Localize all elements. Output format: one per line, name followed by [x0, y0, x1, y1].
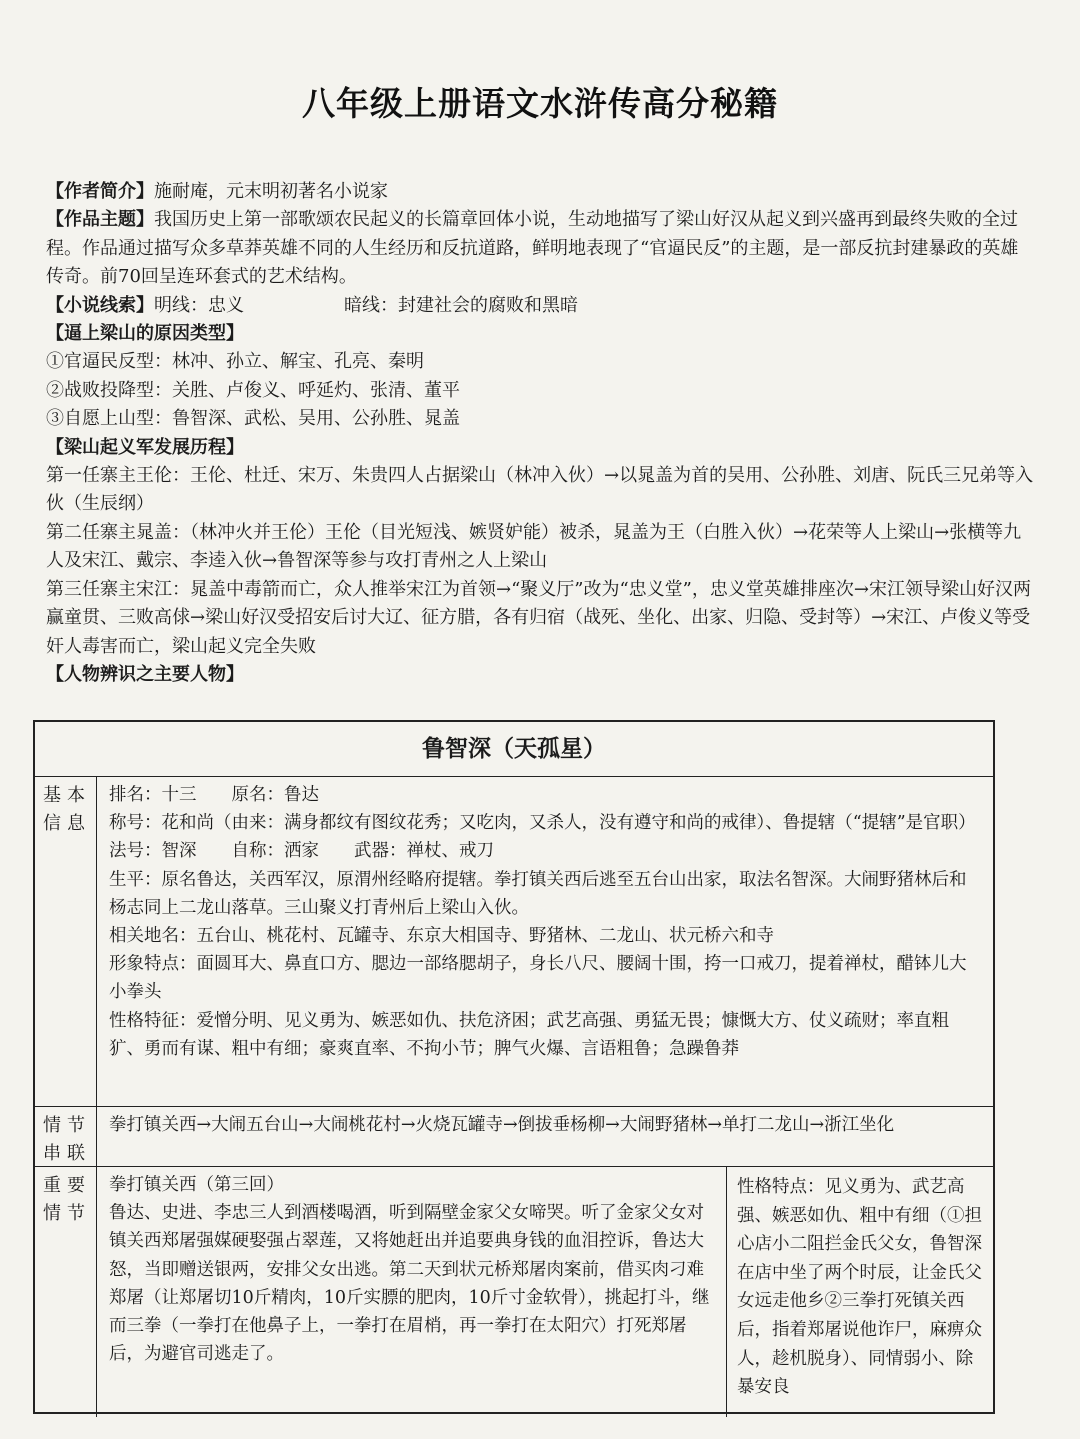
clue-tag: 【小说线索】 [46, 294, 154, 316]
intro-section [46, 178, 1036, 689]
theme-tag: 【作品主题】 [46, 209, 154, 231]
clue-line [46, 292, 1036, 320]
basic-info-item: 形象特点：面圆耳大、鼻直口方、腮边一部络腮胡子，身长八尺、腰阔十围，挎一口戒刀，提着禅杖，醋钵儿大小拳头 [109, 954, 967, 1003]
reason-tag: 【逼上梁山的原因类型】 [46, 323, 244, 345]
key-plot-label: 重要 情节 [35, 1167, 97, 1417]
history-tag: 【梁山起义军发展历程】 [46, 436, 244, 458]
basic-info-content [97, 777, 993, 1106]
basic-info-item: 法号：智深 自称：洒家 武器：禅杖、戒刀 [109, 841, 494, 862]
basic-info-item: 称号：花和尚（由来：满身都纹有图纹花秀；又吃肉，又杀人，没有遵守和尚的戒律）、鲁提辖（“提辖”是官职） [109, 813, 976, 834]
theme-line [46, 206, 1036, 291]
key-plot-row [35, 1167, 993, 1417]
plot-chain-label: 情节 串联 [35, 1107, 97, 1166]
basic-info-item: 排名：十三 原名：鲁达 [109, 785, 319, 805]
plot-chain-content: 拳打镇关西→大闹五台山→大闹桃花村→火烧瓦罐寺→倒拔垂杨柳→大闹野猪林→单打二龙山→浙江坐化 [109, 1115, 895, 1135]
page-title: 八年级上册语文水浒传高分秘籍 [302, 84, 778, 123]
reason-item: ③自愿上山型：鲁智深、武松、吴用、公孙胜、晁盖 [46, 408, 460, 430]
reason-item: ②战败投降型：关胜、卢俊义、呼延灼、张清、董平 [46, 379, 460, 401]
plot-chain-row [35, 1107, 993, 1167]
history-item: 第三任寨主宋江：晁盖中毒箭而亡，众人推举宋江为首领→“聚义厅”改为“忠义堂”，忠义堂英雄排座次→宋江领导梁山好汉两赢童贯、三败高俅→梁山好汉受招安后讨大辽、征方腊，各有归宿（战死、坐化、出家、归隐、受封等）→宋江、卢俊义等受奸人毒害而亡，梁山起义完全失败 [46, 578, 1031, 657]
theme-text: 我国历史上第一部歌颂农民起义的长篇章回体小说，生动地描写了梁山好汉从起义到兴盛再到最终失败的全过程。作品通过描写众多草莽英雄不同的人生经历和反抗道路，鲜明地表现了“官逼民反”的主题，是一部反抗封建暴政的英雄传奇。前70回呈连环套式的艺术结构。 [46, 209, 1019, 288]
basic-info-label: 基本 信息 [35, 777, 97, 1106]
basic-info-item: 生平：原名鲁达，关西军汉，原渭州经略府提辖。拳打镇关西后逃至五台山出家，取法名智深。大闹野猪林后和杨志同上二龙山落草。三山聚义打青州后上梁山入伙。 [109, 869, 967, 918]
basic-info-item: 相关地名：五台山、桃花村、瓦罐寺、东京大相国寺、野猪林、二龙山、状元桥六和寺 [109, 926, 774, 947]
key-plot-traits: 性格特点：见义勇为、武艺高强、嫉恶如仇、粗中有细（①担心店小二阻拦金氏父女，鲁智深在店中坐了两个时辰，让金氏父女远走他乡②三拳打死镇关西后，指着郑屠说他诈尸，麻痹众人，趁机脱身）、同情弱小、除暴安良 [737, 1177, 982, 1398]
clue-main: 明线：忠义 [154, 294, 244, 316]
clue-hidden: 暗线：封建社会的腐败和黑暗 [344, 294, 578, 316]
history-item: 第一任寨主王伦：王伦、杜迁、宋万、朱贵四人占据梁山（林冲入伙）→以晁盖为首的吴用、公孙胜、刘唐、阮氏三兄弟等入伙（生辰纲） [46, 465, 1034, 515]
key-plot-text: 鲁达、史进、李忠三人到酒楼喝酒，听到隔壁金家父女啼哭。听了金家父女对镇关西郑屠强媒硬娶强占翠莲，又将她赶出并追要典身钱的血泪控诉，鲁达大怒，当即赠送银两，安排父女出逃。第二天到状元桥郑屠肉案前，借买肉刁难郑屠（让郑屠切10斤精肉，10斤实膘的肥肉，10斤寸金软骨），挑起打斗，继而三拳（一拳打在他鼻子上，一拳打在眉梢，再一拳打在太阳穴）打死郑屠后，为避官司逃走了。 [109, 1203, 710, 1365]
basic-info-item: 性格特征：爱憎分明、见义勇为、嫉恶如仇、扶危济困；武艺高强、勇猛无畏；慷慨大方、仗义疏财；率直粗犷、勇而有谋、粗中有细；豪爽直率、不拘小节；脾气火爆、言语粗鲁；急躁鲁莽 [109, 1010, 949, 1059]
character-card [33, 720, 995, 1414]
reason-item: ①官逼民反型：林冲、孙立、解宝、孔亮、秦明 [46, 351, 424, 373]
key-plot-content [97, 1167, 727, 1417]
author-text: 施耐庵，元末明初著名小说家 [154, 181, 388, 202]
basic-info-row [35, 777, 993, 1107]
author-line [46, 178, 1036, 206]
people-tag: 【人物辨识之主要人物】 [46, 663, 244, 685]
character-name: 鲁智深（天孤星） [35, 722, 993, 777]
author-tag: 【作者简介】 [46, 181, 154, 202]
key-plot-title: 拳打镇关西（第三回） [109, 1175, 284, 1195]
history-item: 第二任寨主晁盖：（林冲火并王伦）王伦（目光短浅、嫉贤妒能）被杀，晁盖为王（白胜入伙）→花荣等人上梁山→张横等九人及宋江、戴宗、李逵入伙→鲁智深等参与攻打青州之人上梁山 [46, 521, 1022, 572]
